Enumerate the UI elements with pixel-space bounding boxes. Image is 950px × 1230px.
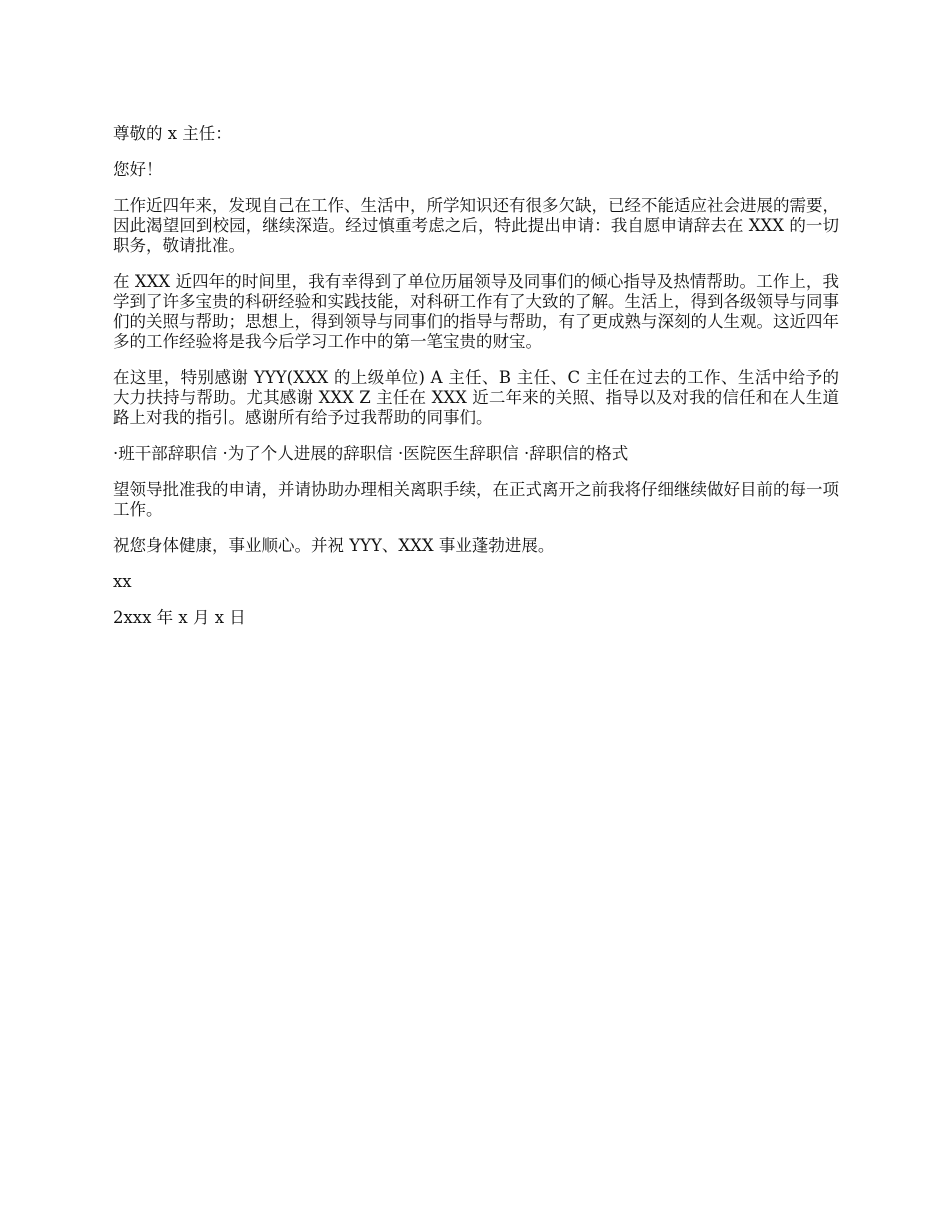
letter-signature: xx xyxy=(113,572,132,591)
letter-date: 2xxx 年 x 月 x 日 xyxy=(113,608,246,627)
letter-body xyxy=(113,124,839,644)
letter-paragraph-request: 望领导批准我的申请，并请协助办理相关离职手续，在正式离开之前我将仔细继续做好目前的每一项工作。 xyxy=(113,480,839,519)
letter-salutation: 尊敬的 x 主任： xyxy=(113,124,232,143)
related-links-line: ·班干部辞职信 ·为了个人进展的辞职信 ·医院医生辞职信 ·辞职信的格式 xyxy=(113,444,629,463)
letter-closing-wish: 祝您身体健康，事业顺心。并祝 YYY、XXX 事业蓬勃进展。 xyxy=(113,536,555,555)
letter-paragraph-thanks: 在这里，特别感谢 YYY(XXX 的上级单位) A 主任、B 主任、C 主任在过去的工作、生活中给予的大力扶持与帮助。尤其感谢 XXX Z 主任在 XXX 近二年来的关照、指导以及对我的信任和在人生道路上对我的指引。感谢所有给予过我帮助的同事们。 xyxy=(113,368,839,427)
letter-greeting: 您好！ xyxy=(113,160,163,179)
letter-paragraph-gratitude: 在 XXX 近四年的时间里，我有幸得到了单位历届领导及同事们的倾心指导及热情帮助。工作上，我学到了许多宝贵的科研经验和实践技能，对科研工作有了大致的了解。生活上，得到各级领导与同事们的关照与帮助；思想上，得到领导与同事们的指导与帮助，有了更成熟与深刻的人生观。这近四年多的工作经验将是我今后学习工作中的第一笔宝贵的财宝。 xyxy=(113,272,839,351)
letter-paragraph-intro: 工作近四年来，发现自己在工作、生活中，所学知识还有很多欠缺，已经不能适应社会进展的需要，因此渴望回到校园，继续深造。经过慎重考虑之后，特此提出申请：我自愿申请辞去在 XXX 的一切职务，敬请批准。 xyxy=(113,196,839,255)
